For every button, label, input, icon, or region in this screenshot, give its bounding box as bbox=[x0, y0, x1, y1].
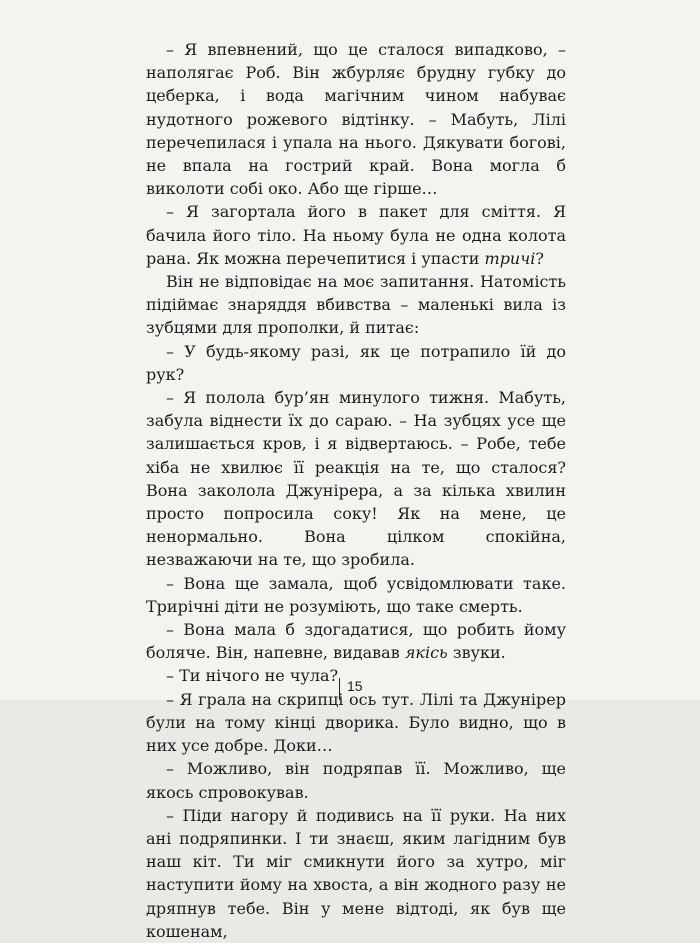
paragraph-text: – Вона ще замала, щоб усвідомлювати таке. Трирічні діти не розуміють, що таке смерть. bbox=[146, 573, 566, 616]
paragraph-text: – Ти нічого не чула? bbox=[166, 666, 339, 686]
paragraph-7 bbox=[146, 618, 566, 664]
body-text bbox=[146, 38, 566, 943]
paragraph-1 bbox=[146, 38, 566, 200]
paragraph-5 bbox=[146, 386, 566, 572]
paragraph-text: – Я загортала його в пакет для сміття. Я бачила його тіло. На ньому була не одна колота рана. Як можна перечепитися і упасти bbox=[146, 202, 566, 268]
paragraph-11 bbox=[146, 804, 566, 943]
emphasis-text: тричі bbox=[484, 248, 536, 268]
paragraph-6 bbox=[146, 572, 566, 618]
paragraph-text: – Вона мала б здогадатися, що робить йому боляче. Він, напевне, видавав bbox=[146, 620, 566, 663]
paragraph-text: – Можливо, він подряпав її. Можливо, ще якось спровокував. bbox=[146, 759, 566, 802]
page-number: 15 bbox=[339, 678, 363, 700]
paragraph-text-tail: ? bbox=[535, 248, 544, 268]
paragraph-4 bbox=[146, 340, 566, 386]
paragraph-text: – Піди нагору й подивись на її руки. На них ані подряпинки. І ти знаєш, яким лагідним був наш кіт. Ти міг смикнути його за хутро, міг наступити йому на хвоста, а він жодного разу не дряпнув тебе. Він у мене відтоді, як був ще кошенам, bbox=[146, 805, 566, 941]
emphasis-text: якісь bbox=[404, 643, 448, 663]
paragraph-3 bbox=[146, 270, 566, 340]
paragraph-text: – Я полола бур’ян минулого тижня. Мабуть, забула віднести їх до сараю. – На зубцях усе ще залишається кров, і я відвертаюсь. – Робе, тебе хіба не хвилює її реакція на те, що сталося? Вона заколола Джунipера, а за кілька хвилин просто попросила соку! Як на мене, це ненормально. Вона цілком спокійна, незважаючи на те, що зробила. bbox=[146, 388, 566, 570]
paragraph-10 bbox=[146, 757, 566, 803]
paragraph-text: – Я грала на скрипці ось тут. Лілі та Джунipер були на тому кінці дворика. Було видно, що в них усе добре. Доки… bbox=[146, 689, 566, 756]
paragraph-text: – У будь-якому разі, як це потрапило їй до рук? bbox=[146, 341, 566, 384]
paragraph-text: Він не відповідає на моє запитання. Натомість підіймає знаряддя вбивства – маленькі вила із зубцями для прополки, й питає: bbox=[146, 272, 566, 338]
paragraph-2 bbox=[146, 200, 566, 270]
paragraph-text: – Я впевнений, що це сталося випадково, – наполягає Роб. Він жбурляє брудну губку до цеберка, і вода магічним чином набуває нудотного рожевого відтінку. – Мабуть, Лілі перечепилася і упала на нього. Дякувати богові, не впала на гострий край. Вона могла б виколоти собі око. Або ще гірше… bbox=[146, 40, 566, 199]
paragraph-text-tail: звуки. bbox=[447, 643, 506, 663]
